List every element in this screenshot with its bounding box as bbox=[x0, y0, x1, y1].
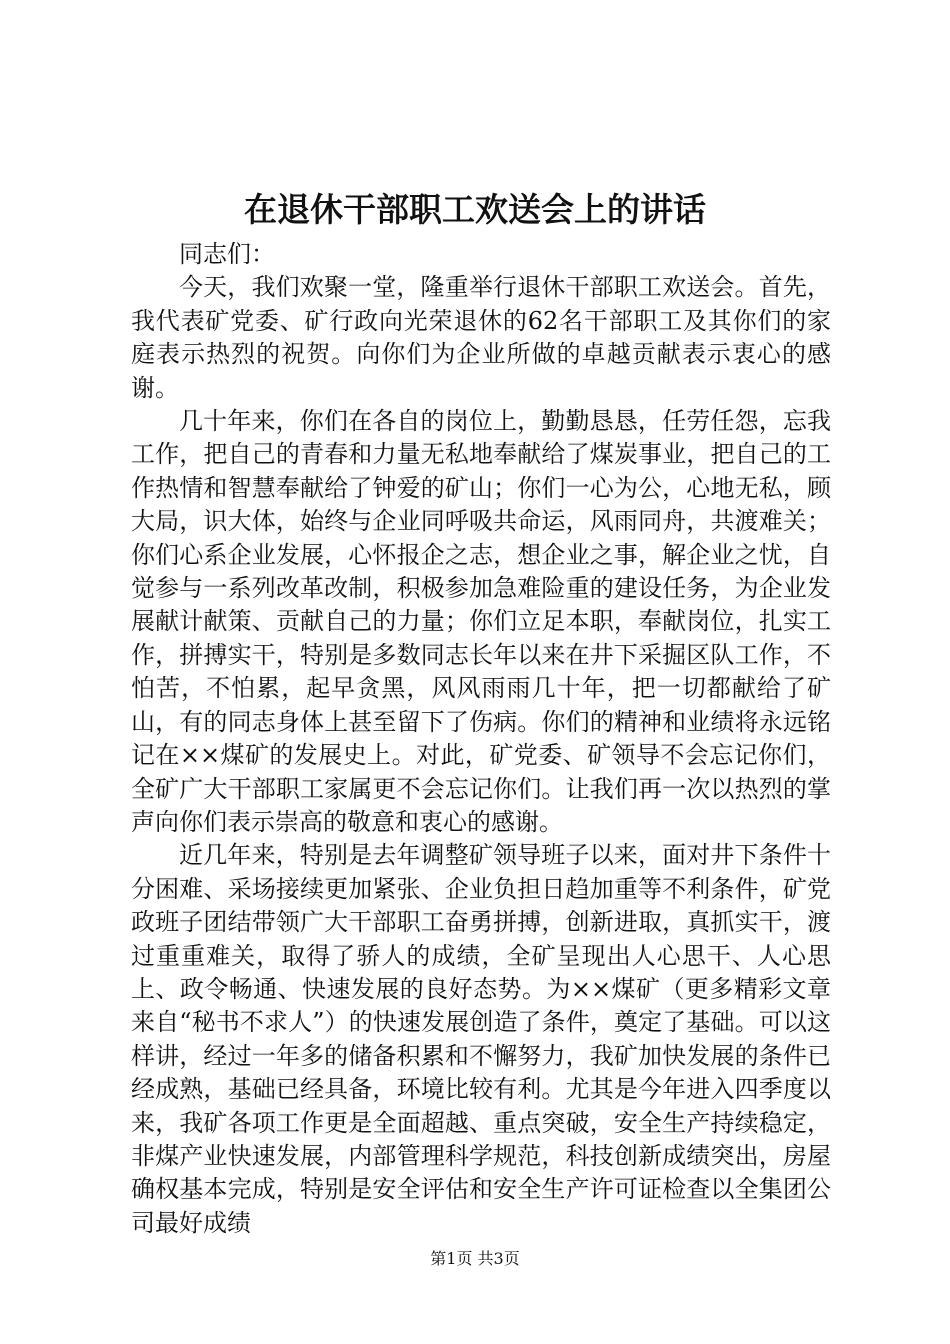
document-body bbox=[131, 238, 831, 1240]
paragraph-2: 几十年来，你们在各自的岗位上，勤勤恳恳，任劳任怨，忘我工作，把自己的青春和力量无私地奉献给了煤炭事业，把自己的工作热情和智慧奉献给了钟爱的矿山；你们一心为公，心地无私，顾大局，识大体，始终与企业同呼吸共命运，风雨同舟，共渡难关；你们心系企业发展，心怀报企之志，想企业之事，解企业之忧，自觉参与一系列改革改制，积极参加急难险重的建设任务，为企业发展献计献策、贡献自己的力量；你们立足本职，奉献岗位，扎实工作，拼搏实干，特别是多数同志长年以来在井下采掘区队工作，不怕苦，不怕累，起早贪黑，风风雨雨几十年，把一切都献给了矿山，有的同志身体上甚至留下了伤病。你们的精神和业绩将永远铭记在××煤矿的发展史上。对此，矿党委、矿领导不会忘记你们，全矿广大干部职工家属更不会忘记你们。让我们再一次以热烈的掌声向你们表示崇高的敬意和衷心的感谢。 bbox=[131, 407, 831, 836]
paragraph-1: 今天，我们欢聚一堂，隆重举行退休干部职工欢送会。首先，我代表矿党委、矿行政向光荣退休的62名干部职工及其你们的家庭表示热烈的祝贺。向你们为企业所做的卓越贡献表示衷心的感谢。 bbox=[131, 273, 831, 402]
salutation: 同志们： bbox=[179, 240, 275, 268]
page-number-footer: 第1页 共3页 bbox=[430, 1249, 520, 1268]
document-title: 在退休干部职工欢送会上的讲话 bbox=[244, 190, 706, 229]
paragraph-3: 近几年来，特别是去年调整矿领导班子以来，面对井下条件十分困难、采场接续更加紧张、企业负担日趋加重等不利条件，矿党政班子团结带领广大干部职工奋勇拼搏，创新进取，真抓实干，渡过重重难关，取得了骄人的成绩，全矿呈现出人心思干、人心思上、政令畅通、快速发展的良好态势。为××煤矿（更多精彩文章来自“秘书不求人”）的快速发展创造了条件，奠定了基础。可以这样讲，经过一年多的储备积累和不懈努力，我矿加快发展的条件已经成熟，基础已经具备，环境比较有利。尤其是今年进入四季度以来，我矿各项工作更是全面超越、重点突破，安全生产持续稳定，非煤产业快速发展，内部管理科学规范，科技创新成绩突出，房屋确权基本完成，特别是安全评估和安全生产许可证检查以全集团公司最好成绩 bbox=[131, 841, 831, 1237]
